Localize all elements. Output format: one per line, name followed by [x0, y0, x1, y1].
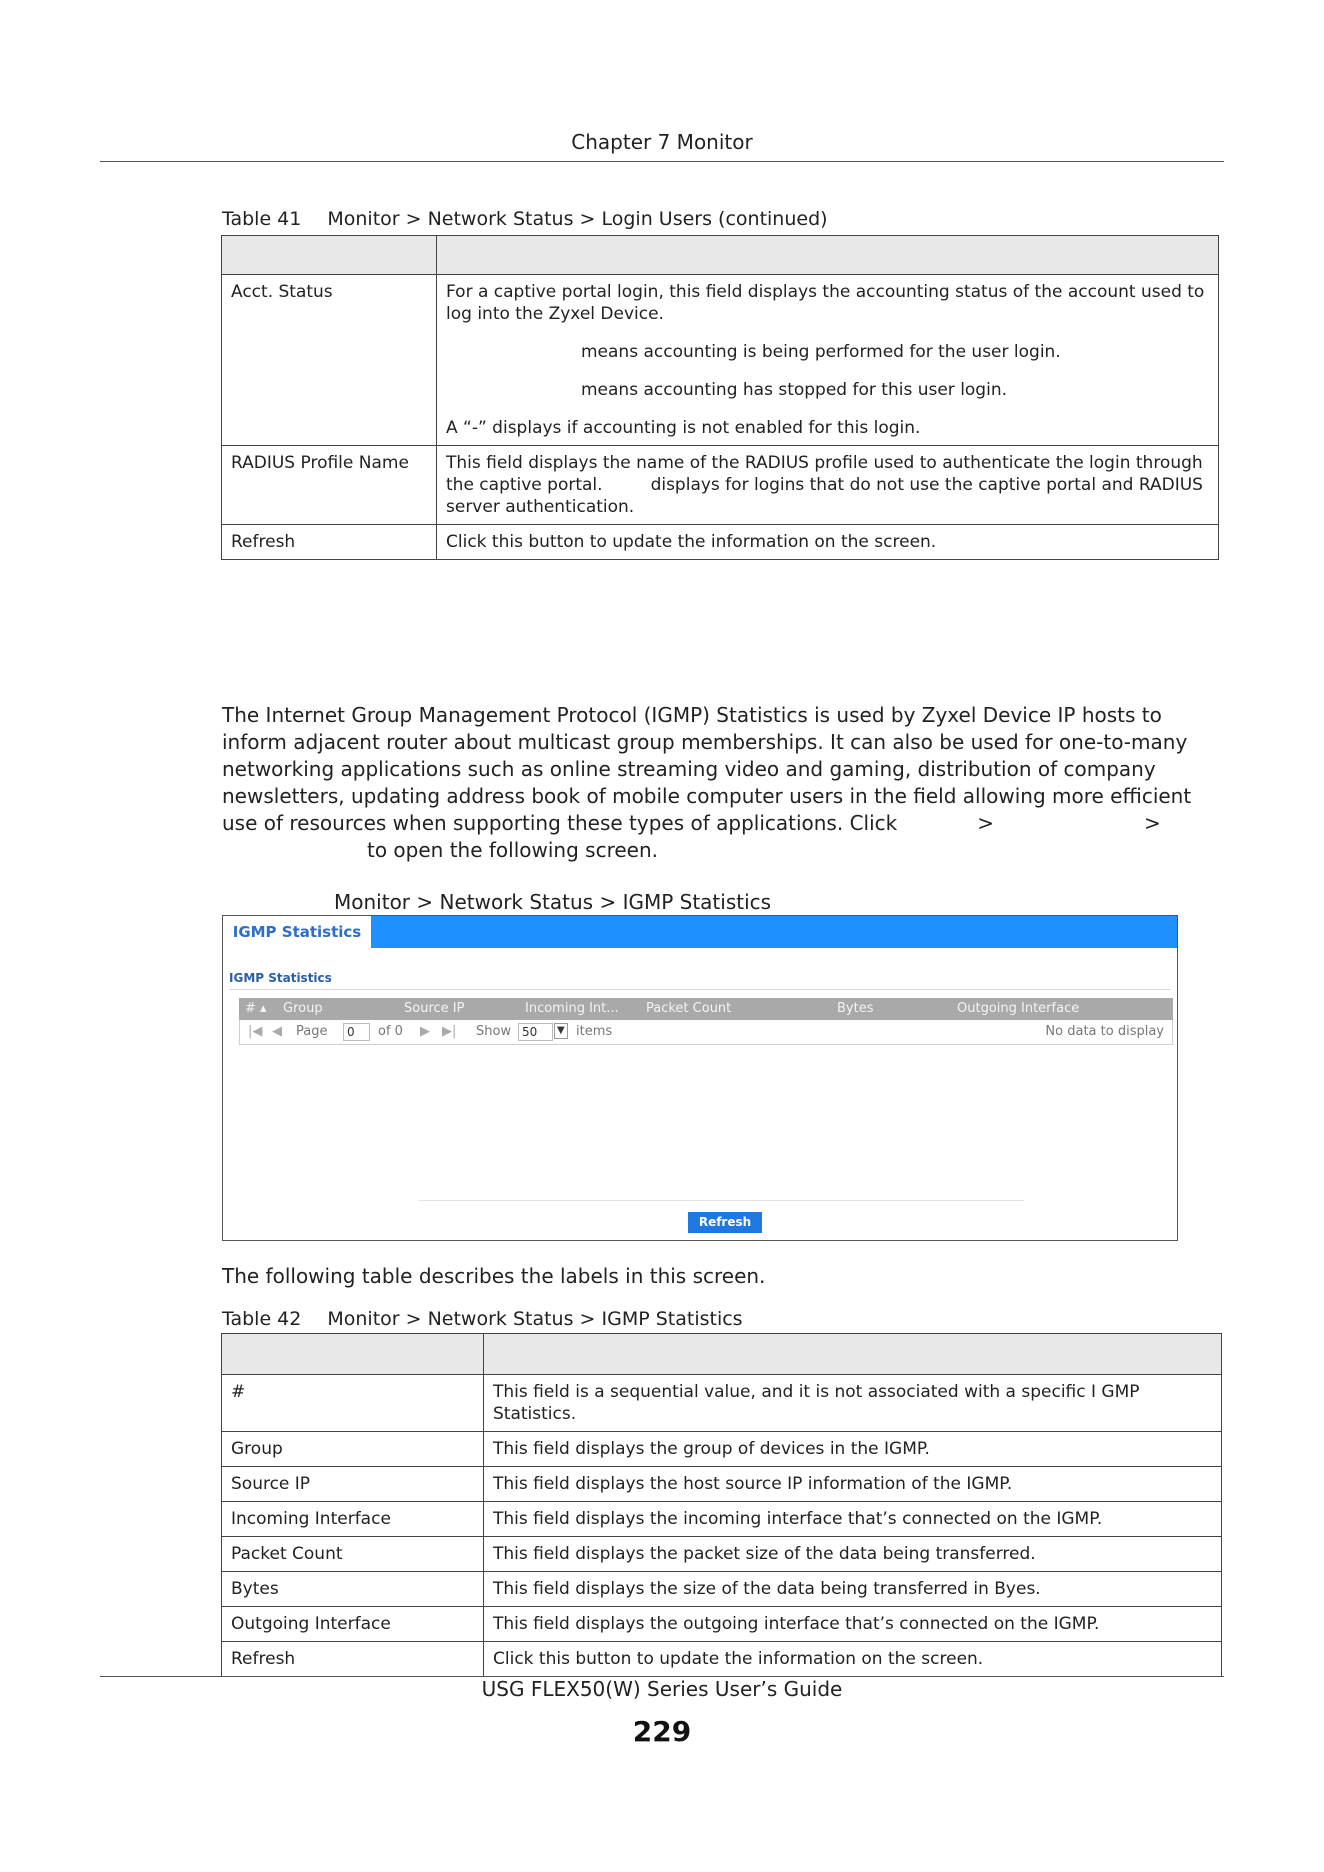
- description-line: A “-” displays if accounting is not enabled for this login.: [446, 418, 921, 438]
- row-description: This field displays the group of devices in the IGMP.: [484, 1432, 1222, 1467]
- description-line: means accounting has stopped for this user login.: [581, 380, 1008, 400]
- description-line: For a captive portal login, this field displays the accounting status of the account used to log into the Zyxel Device.: [446, 282, 1205, 324]
- intro-separator: >: [977, 811, 994, 835]
- table-41-caption: [222, 208, 828, 230]
- table-row: [222, 1537, 1222, 1572]
- first-page-icon[interactable]: |◀: [248, 1024, 263, 1039]
- table-42-caption: [222, 1308, 743, 1330]
- row-label: RADIUS Profile Name: [222, 446, 437, 525]
- table-header-cell: [484, 1334, 1222, 1375]
- intro-text: The Internet Group Management Protocol (IGMP) Statistics is used by Zyxel Device IP hosts to inform adjacent router about multicast group memberships. It can also be used for one-to-many networking applications such as online streaming video and gaming, distribution of company newsletters, updating address book of mobile computer users in the field allowing more efficient use of resources when supporting these types of applications. Click: [222, 703, 1192, 835]
- grid-header: [239, 998, 1173, 1020]
- section-rule: [229, 989, 1171, 990]
- column-header-outgoing-interface[interactable]: Outgoing Interface: [957, 1001, 1080, 1016]
- column-header-group[interactable]: Group: [283, 1001, 323, 1016]
- row-label: Incoming Interface: [222, 1502, 484, 1537]
- column-header-incoming-interface[interactable]: Incoming Int...: [525, 1001, 619, 1016]
- row-description: This field displays the size of the data being transferred in Byes.: [484, 1572, 1222, 1607]
- bottom-divider: [419, 1200, 1024, 1201]
- row-label: Refresh: [222, 1642, 484, 1677]
- table-row: [222, 275, 1219, 446]
- table-42-title: Monitor > Network Status > IGMP Statistics: [327, 1308, 743, 1330]
- column-header-number[interactable]: # ▴: [245, 1001, 267, 1016]
- table-row: [222, 1432, 1222, 1467]
- row-description: [437, 446, 1219, 525]
- row-label: Packet Count: [222, 1537, 484, 1572]
- header-rule: [100, 161, 1224, 162]
- column-header-packet-count[interactable]: Packet Count: [646, 1001, 732, 1016]
- column-header-bytes[interactable]: Bytes: [837, 1001, 874, 1016]
- row-label: Outgoing Interface: [222, 1607, 484, 1642]
- items-label: items: [576, 1024, 613, 1039]
- next-page-icon[interactable]: ▶: [420, 1024, 430, 1039]
- table-header-row: [222, 1334, 1222, 1375]
- figure-caption: [222, 890, 771, 914]
- row-label: #: [222, 1375, 484, 1432]
- refresh-button[interactable]: Refresh: [688, 1212, 762, 1233]
- table-header-row: [222, 236, 1219, 275]
- row-description: [437, 275, 1219, 446]
- table-row: [222, 1642, 1222, 1677]
- show-label: Show: [476, 1024, 512, 1039]
- table-41: [221, 235, 1219, 560]
- row-label: Source IP: [222, 1467, 484, 1502]
- table-header-cell: [222, 1334, 484, 1375]
- intro-separator: >: [1144, 811, 1161, 835]
- table-42-intro: The following table describes the labels in this screen.: [222, 1264, 766, 1288]
- description-part: This field displays the name of the RADIUS profile used to authenticate the login through the captive portal.: [446, 453, 1203, 495]
- row-label: Acct. Status: [222, 275, 437, 446]
- page-label: Page: [296, 1024, 328, 1039]
- table-row: [222, 525, 1219, 560]
- tab-igmp-statistics[interactable]: IGMP Statistics: [223, 916, 371, 950]
- figure-caption-title: Monitor > Network Status > IGMP Statistics: [334, 890, 772, 914]
- section-title: IGMP Statistics: [229, 971, 332, 985]
- table-row: [222, 1375, 1222, 1432]
- row-description: This field displays the outgoing interface that’s connected on the IGMP.: [484, 1607, 1222, 1642]
- row-label: Group: [222, 1432, 484, 1467]
- empty-message: No data to display: [1045, 1024, 1164, 1039]
- table-41-title: Monitor > Network Status > Login Users (continued): [327, 208, 828, 230]
- column-header-source-ip[interactable]: Source IP: [404, 1001, 465, 1016]
- table-row: [222, 1467, 1222, 1502]
- page-number: 229: [632, 1715, 692, 1748]
- intro-tail: to open the following screen.: [367, 838, 658, 862]
- last-page-icon[interactable]: ▶|: [442, 1024, 457, 1039]
- page-size-select[interactable]: 50: [518, 1023, 553, 1041]
- row-description: This field displays the host source IP information of the IGMP.: [484, 1467, 1222, 1502]
- table-row: [222, 1502, 1222, 1537]
- page-total: of 0: [378, 1024, 403, 1039]
- intro-paragraph: [222, 702, 1222, 864]
- row-description: This field is a sequential value, and it is not associated with a specific I GMP Statistics.: [484, 1375, 1222, 1432]
- table-41-number: Table 41: [222, 208, 302, 230]
- page-input[interactable]: 0: [343, 1023, 370, 1041]
- table-row: [222, 1572, 1222, 1607]
- row-label: Bytes: [222, 1572, 484, 1607]
- chapter-header: Chapter 7 Monitor: [571, 130, 753, 154]
- description-line: means accounting is being performed for the user login.: [581, 342, 1061, 362]
- description-part: displays for logins that do not use the captive portal and RADIUS server authentication.: [446, 475, 1203, 517]
- grid-pager: [239, 1020, 1173, 1045]
- table-42: [221, 1333, 1222, 1677]
- chevron-down-icon[interactable]: ▼: [554, 1023, 568, 1039]
- row-description: Click this button to update the information on the screen.: [484, 1642, 1222, 1677]
- row-label: Refresh: [222, 525, 437, 560]
- table-42-number: Table 42: [222, 1308, 302, 1330]
- table-header-cell: [437, 236, 1219, 275]
- row-description: Click this button to update the information on the screen.: [437, 525, 1219, 560]
- footer-guide-title: USG FLEX50(W) Series User’s Guide: [481, 1677, 843, 1701]
- previous-page-icon[interactable]: ◀: [272, 1024, 282, 1039]
- table-row: [222, 446, 1219, 525]
- table-header-cell: [222, 236, 437, 275]
- igmp-statistics-screenshot: [222, 915, 1178, 1241]
- table-row: [222, 1607, 1222, 1642]
- row-description: This field displays the incoming interface that’s connected on the IGMP.: [484, 1502, 1222, 1537]
- row-description: This field displays the packet size of the data being transferred.: [484, 1537, 1222, 1572]
